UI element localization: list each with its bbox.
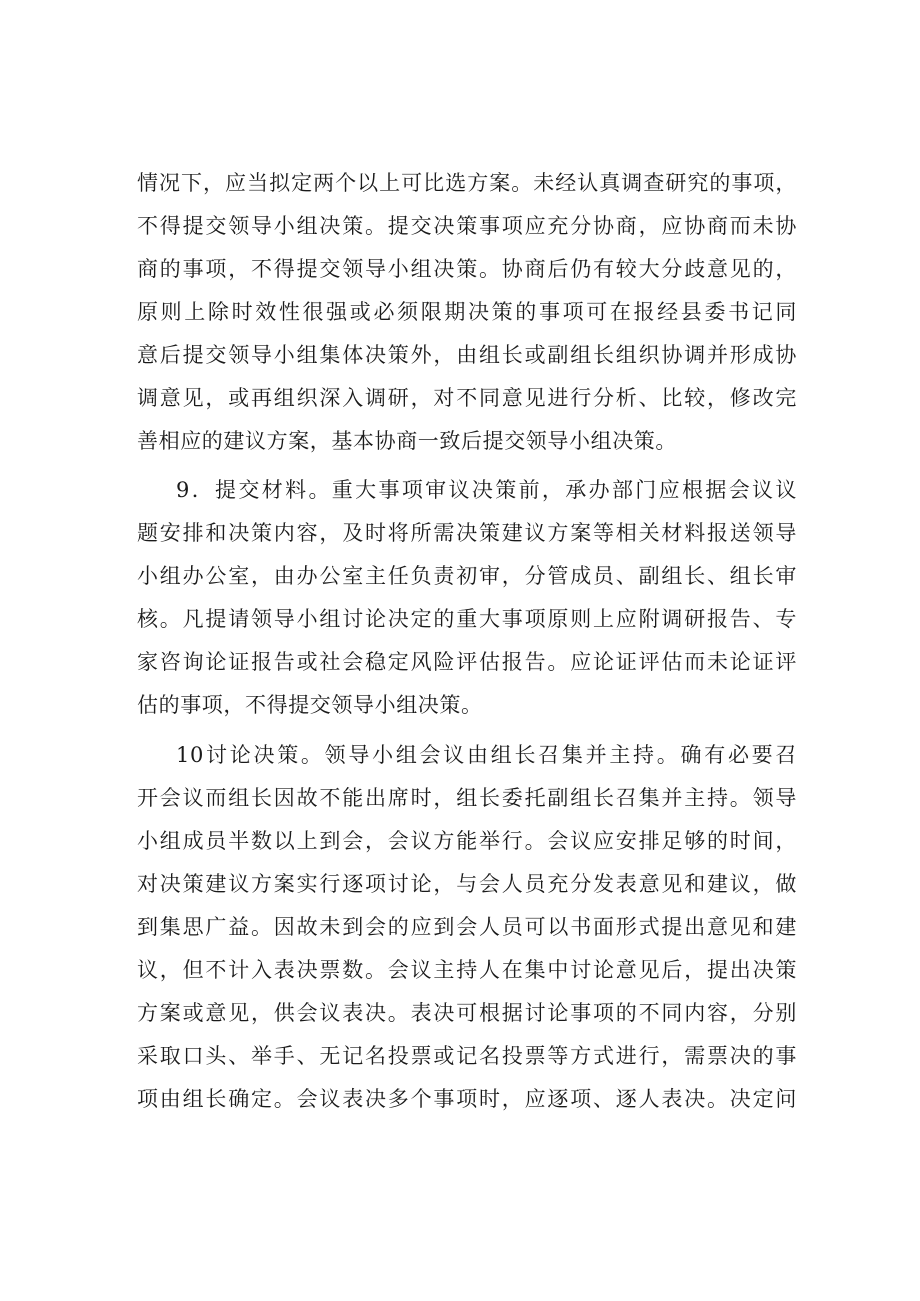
paragraph-line: 到集思广益。因故未到会的应到会人员可以书面形式提出意见和建 <box>137 915 797 939</box>
paragraph-line: 家咨询论证报告或社会稳定风险评估报告。应论证评估而未论证评 <box>137 650 797 674</box>
paragraph-first-line: 10讨论决策。领导小组会议由组长召集并主持。确有必要召 <box>176 743 797 767</box>
paragraph-line: 开会议而组长因故不能出席时，组长委托副组长召集并主持。领导 <box>137 786 797 810</box>
paragraph-line: 方案或意见，供会议表决。表决可根据讨论事项的不同内容，分别 <box>137 1001 797 1025</box>
paragraph-line: 小组成员半数以上到会，会议方能举行。会议应安排足够的时间， <box>137 829 797 853</box>
paragraph-first-line: 9．提交材料。重大事项审议决策前，承办部门应根据会议议 <box>176 478 797 502</box>
paragraph-line: 小组办公室，由办公室主任负责初审，分管成员、副组长、组长审 <box>137 564 797 588</box>
paragraph-line: 意后提交领导小组集体决策外，由组长或副组长组织协调并形成协 <box>137 343 797 367</box>
paragraph-line: 商的事项，不得提交领导小组决策。协商后仍有较大分歧意见的， <box>137 257 797 281</box>
paragraph-line: 核。凡提请领导小组讨论决定的重大事项原则上应附调研报告、专 <box>137 607 797 631</box>
paragraph-line: 调意见，或再组织深入调研，对不同意见进行分析、比较，修改完 <box>137 386 797 410</box>
paragraph-line: 议，但不计入表决票数。会议主持人在集中讨论意见后，提出决策 <box>137 958 797 982</box>
paragraph-line: 善相应的建议方案，基本协商一致后提交领导小组决策。 <box>137 429 677 453</box>
paragraph-line: 项由组长确定。会议表决多个事项时，应逐项、逐人表决。决定问 <box>137 1087 797 1111</box>
paragraph-line: 估的事项，不得提交领导小组决策。 <box>137 693 483 717</box>
paragraph-line: 对决策建议方案实行逐项讨论，与会人员充分发表意见和建议，做 <box>137 872 797 896</box>
paragraph-line: 情况下，应当拟定两个以上可比选方案。未经认真调查研究的事项， <box>137 171 797 195</box>
paragraph-line: 题安排和决策内容，及时将所需决策建议方案等相关材料报送领导 <box>137 521 797 545</box>
paragraph-line: 采取口头、举手、无记名投票或记名投票等方式进行，需票决的事 <box>137 1044 797 1068</box>
paragraph-line: 原则上除时效性很强或必须限期决策的事项可在报经县委书记同 <box>137 300 797 324</box>
paragraph-line: 不得提交领导小组决策。提交决策事项应充分协商，应协商而未协 <box>137 214 797 238</box>
